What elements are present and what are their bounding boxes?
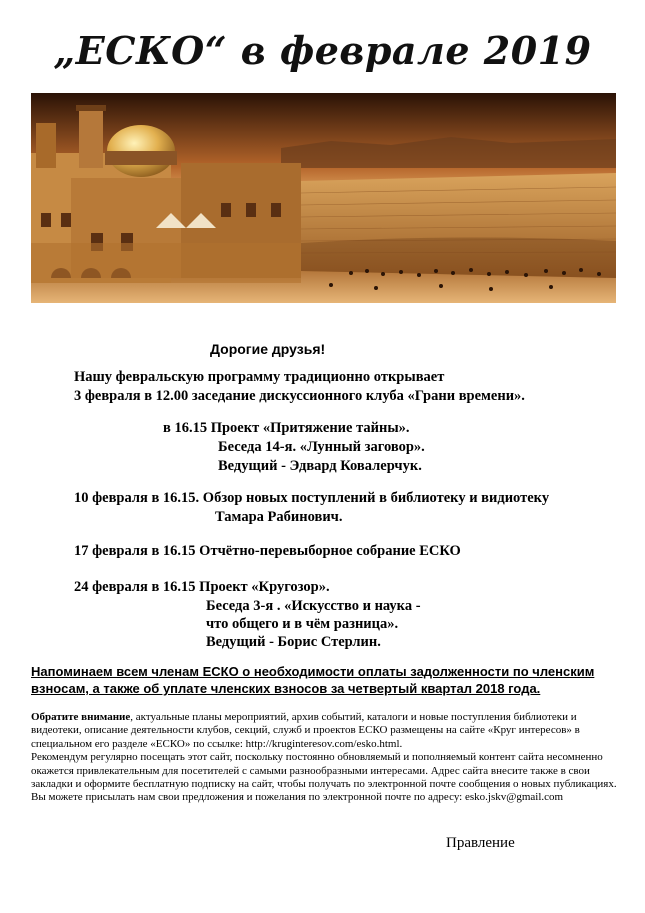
info-bold-lead: Обратите внимание	[31, 711, 131, 723]
event-1-line-3: Беседа 14-я. «Лунный заговор».	[218, 439, 425, 455]
event-4-line-3: что общего и в чём разница».	[206, 616, 399, 632]
info-para-1-text: , актуальные планы мероприятий, архив событий, каталоги и новые поступления библиотеки и видеотеки, описание деятельности клубов, секций, служб и проектов ЕСКО размещены на сайте «Круг интересов» в специальном его разделе «ЕСКО» по ссылке: http://kruginteresov.com/esko.html.	[31, 711, 580, 750]
event-3-line-1: 17 февраля в 16.15 Отчётно-перевыборное собрание ЕСКО	[74, 543, 461, 559]
event-1-line-2: в 16.15 Проект «Притяжение тайны».	[163, 420, 410, 436]
event-4-line-2: Беседа 3-я . «Искусство и наука -	[206, 598, 421, 614]
signature: Правление	[446, 835, 515, 851]
info-paragraph-2: Рекомендум регулярно посещать этот сайт, поскольку постоянно обновляемый и пополняемый контент сайта несомненно окажется привлекательным для посетителей с самыми разнообразными интересами. Адрес сайта внесите также в свои закладки и оформите бесплатную подписку на сайт, чтобы получать по электронной почте сообщения о новых публикациях.	[31, 751, 617, 791]
info-paragraph-1	[31, 711, 621, 751]
info-paragraph-3: Вы можете присылать нам свои предложения и пожелания по электронной почте по адресу: esko.jskv@gmail.com	[31, 791, 564, 804]
event-4-line-1: 24 февраля в 16.15 Проект «Кругозор».	[74, 579, 330, 595]
membership-fee-notice: Напоминаем всем членам ЕСКО о необходимости оплаты задолженности по членским взносам, а также об уплате членских взносов за четвертый квартал 2018 года.	[31, 664, 595, 696]
event-2-line-2: Тамара Рабинович.	[215, 509, 343, 525]
event-1-line-4: Ведущий - Эдвард Ковалерчук.	[218, 458, 422, 474]
event-1-line-1: 3 февраля в 12.00 заседание дискуссионного клуба «Грани времени».	[74, 388, 525, 404]
intro-text: Нашу февральскую программу традиционно открывает	[74, 369, 445, 385]
event-2-line-1: 10 февраля в 16.15. Обзор новых поступлений в библиотеку и видиотеку	[74, 490, 550, 506]
page-title: „ЕСКО“ в феврале 2019	[53, 28, 592, 73]
info-block	[31, 711, 621, 805]
event-4-line-4: Ведущий - Борис Стерлин.	[206, 634, 381, 650]
greeting: Дорогие друзья!	[210, 341, 326, 357]
jerusalem-western-wall-photo	[31, 93, 616, 303]
